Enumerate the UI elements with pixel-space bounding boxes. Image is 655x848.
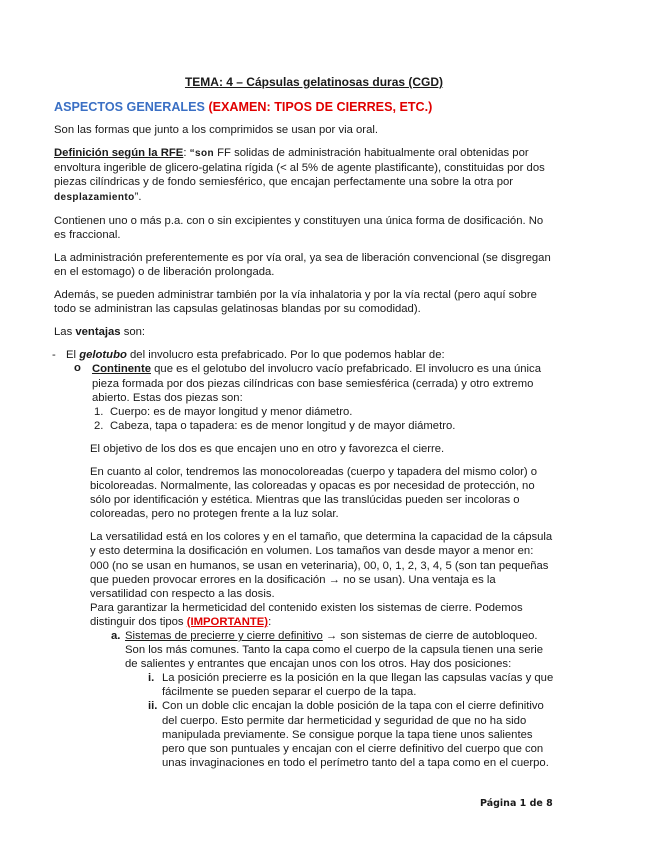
definition-label: Definición según la RFE xyxy=(54,147,184,160)
ventajas-prefix: Las xyxy=(54,326,76,339)
continente-text: que es el gelotubo del involucro vacío prefabricado. El involucro es una única pieza formada por dos piezas cilíndricas con base semiesférica (cerrada) y otro extremo abierto. Estas dos piezas son: xyxy=(92,363,541,404)
paragraph-single-dose: Contienen uno o más p.a. con o sin excipientes y constituyen una única forma de dosificación. No es fraccional. xyxy=(54,214,544,241)
section-heading xyxy=(54,100,554,114)
section-heading-main: ASPECTOS GENERALES xyxy=(54,100,205,115)
document-body xyxy=(54,75,554,770)
list-item-posicion-precierre xyxy=(54,671,554,699)
intro-paragraph: Son las formas que junto a los comprimidos se usan por via oral. xyxy=(54,124,379,137)
cabeza-text: Cabeza, tapa o tapadera: es de menor longitud y de mayor diámetro. xyxy=(110,419,456,432)
section-heading-exam-note: (EXAMEN: TIPOS DE CIERRES, ETC.) xyxy=(208,100,433,115)
page-number: Página 1 de 8 xyxy=(480,798,553,809)
roman-marker: i. xyxy=(148,672,155,685)
dash-bullet: - xyxy=(52,349,56,362)
ventajas-intro xyxy=(54,325,554,339)
gelotubo-word: gelotubo xyxy=(79,349,127,362)
circle-bullet: o xyxy=(74,362,81,375)
color-paragraph: En cuanto al color, tendremos las monocoloreadas (cuerpo y tapadera del mismo color) o bicoloreadas. Normalmente, las coloreadas y opacas es por necesidad de protección, no sólo por identificación y estética. Mientras que las translúcidas pueden ser incoloras o coloreadas, pero no protegen frente a la luz solar. xyxy=(90,465,538,521)
posicion-precierre-text: La posición precierre es la posición en la que llegan las capsulas vacías y que fácilmente se pueden separar el cuerpo de la tapa. xyxy=(162,672,554,699)
definition-paragraph xyxy=(54,146,554,204)
number-marker: 2. xyxy=(94,419,104,432)
definition-body: FF solidas de administración habitualmente oral obtenidas por envoltura ingerible de glicero-gelatina rígida (< al 5% de agente plastificante), constituidas por dos piezas cilíndricas y de fondo semiesférico, que encajan perfectamente una sobre la otra por xyxy=(54,147,545,189)
versatility-paragraph: La versatilidad está en los colores y en el tamaño, que determina la capacidad de la cápsula y esto determina la dosificación en volumen. Los tamaños van desde mayor a menor en: 000 (no se usan en humanos, se usan en veterinaria), 00, 0, 1, 2, 3, 4, 5 (son tan pequeñas que pueden provocar errores en la dosificación → no se usan). Una ventaja es la versatilidad con respecto a las dosis. xyxy=(90,531,553,600)
continente-word: Continente xyxy=(92,363,151,376)
ventajas-suffix: son: xyxy=(120,326,146,339)
list-item-doble-clic xyxy=(54,699,554,769)
paragraph-other-routes: Además, se pueden administrar también por la vía inhalatoria y por la vía rectal (pero aquí sobre todo se administran las capsulas gelatinosas blandas por su comodidad). xyxy=(54,289,537,316)
hermetic-post: : xyxy=(268,615,272,628)
definition-quote-tail: desplazamiento xyxy=(54,191,135,203)
gelotubo-pre: El xyxy=(66,349,80,362)
definition-quote-open: “son xyxy=(186,148,215,160)
hermetic-paragraph xyxy=(54,601,554,629)
paragraph-oral-route: La administración preferentemente es por vía oral, ya sea de liberación convencional (se disgregan en el estomago) o de liberación prolongada. xyxy=(54,251,551,278)
ventajas-word: ventajas xyxy=(75,326,121,339)
list-item-continente xyxy=(54,362,554,404)
roman-marker: ii. xyxy=(148,700,158,713)
doble-clic-text: Con un doble clic encajan la doble posición de la tapa con el cierre definitivo del cuerpo. Esto permite dar hermeticidad y seguridad de que no ha sido manipulada previamente. Se consigue porque la tapa tiene unos salientes pero que son puntuales y encajan con el cierre definitivo del cuerpo que con unas invaginaciones en todo el perímetro tanto del a tapa como en el cuerpo. xyxy=(162,700,549,769)
cuerpo-text: Cuerpo: es de mayor longitud y menor diámetro. xyxy=(110,405,353,418)
list-item-precierre xyxy=(54,629,554,671)
list-item-gelotubo xyxy=(54,348,554,362)
number-marker: 1. xyxy=(94,405,104,418)
page-title: TEMA: 4 – Cápsulas gelatinosas duras (CGD) xyxy=(184,75,444,89)
list-item-cuerpo xyxy=(54,405,554,419)
hermetic-pre: Para garantizar la hermeticidad del contenido existen los sistemas de cierre. Podemos distinguir dos tipos xyxy=(90,601,523,628)
list-item-cabeza xyxy=(54,419,554,433)
definition-quote-close: ”. xyxy=(134,190,142,203)
objective-paragraph: El objetivo de los dos es que encajen uno en otro y favorezca el cierre. xyxy=(90,442,445,455)
definition-colon: : xyxy=(183,147,187,160)
precierre-label: Sistemas de precierre y cierre definitivo xyxy=(125,630,323,642)
alpha-marker: a. xyxy=(111,630,121,642)
important-tag: (IMPORTANTE) xyxy=(186,615,269,628)
precierre-text: → son sistemas de cierre de autobloqueo. Son los más comunes. Tanto la capa como el cuerpo de la capsula tienen una serie de salientes y entrantes que encajan unos con los otros. Hay dos posiciones: xyxy=(125,630,544,671)
gelotubo-post: del involucro esta prefabricado. Por lo que podemos hablar de: xyxy=(126,349,445,362)
